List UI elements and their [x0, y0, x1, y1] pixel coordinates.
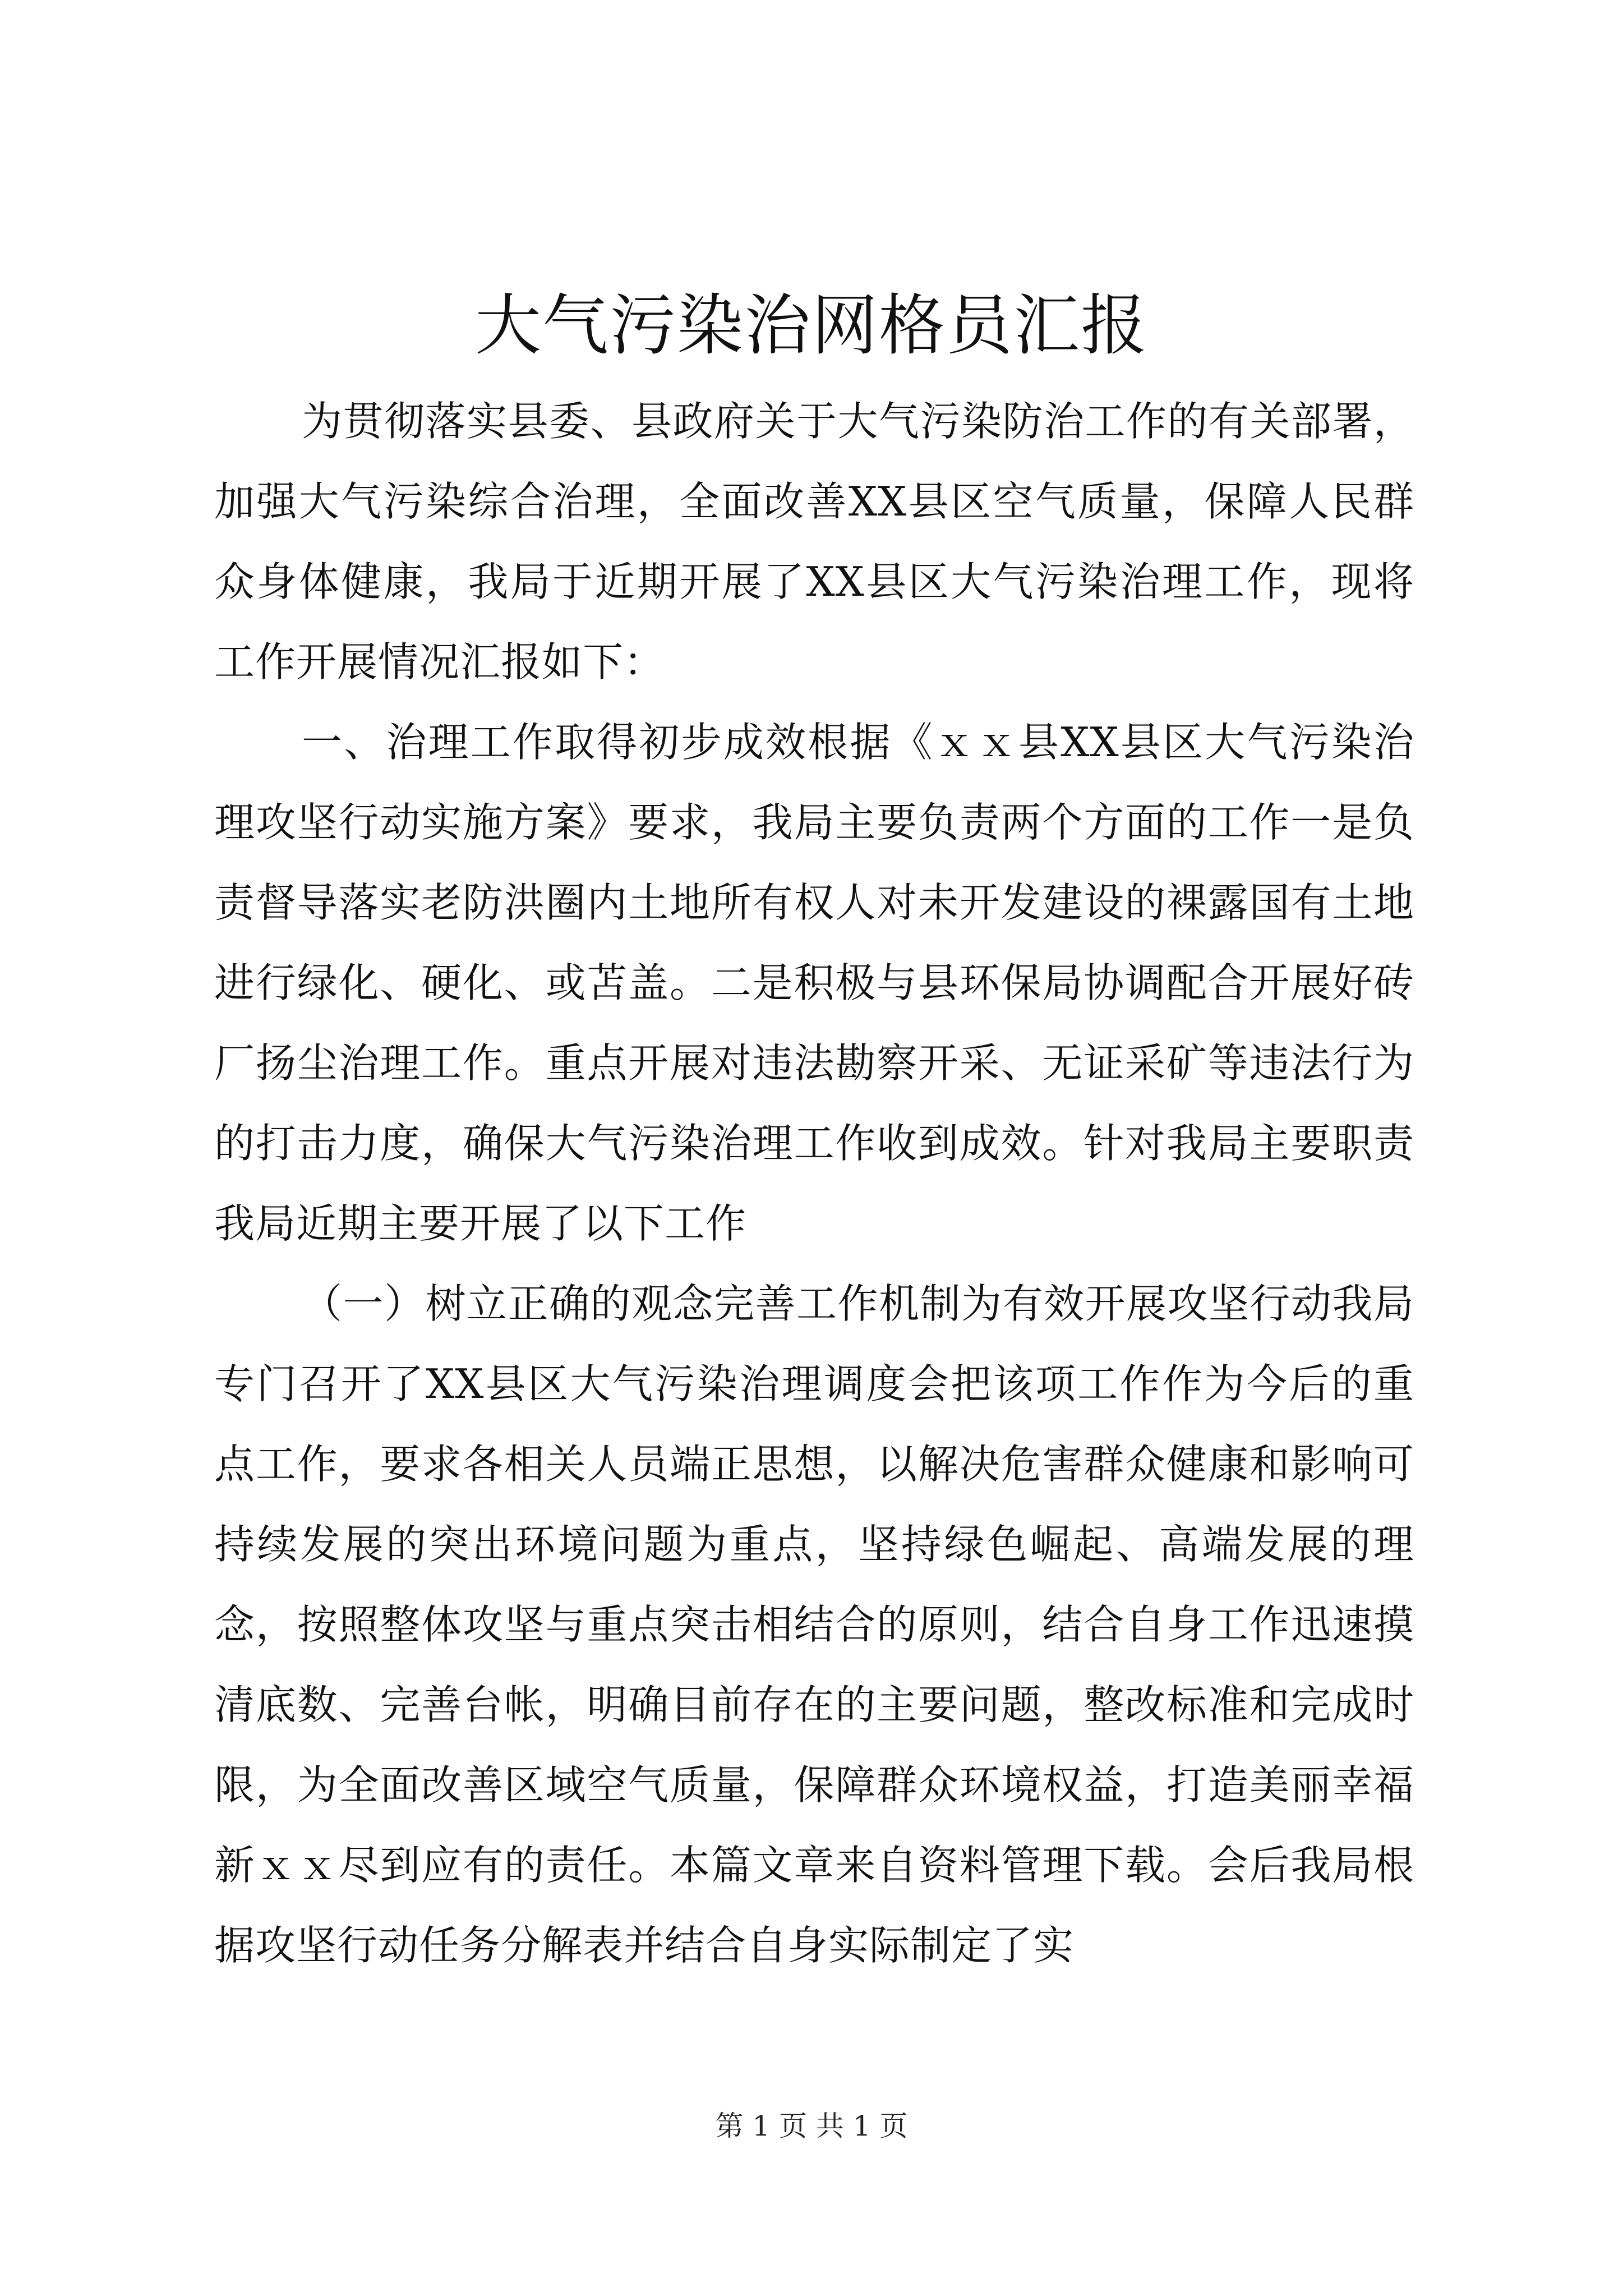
paragraph-subsection-1: （一）树立正确的观念完善工作机制为有效开展攻坚行动我局专门召开了XX县区大气污染治理调度会把该项工作作为今后的重点工作，要求各相关人员端正思想，以解决危害群众健康和影响可持续发展的突出环境问题为重点，坚持绿色崛起、高端发展的理念，按照整体攻坚与重点突击相结合的原则，结合自身工作迅速摸清底数、完善台帐，明确目前存在的主要问题，整改标准和完成时限，为全面改善区域空气质量，保障群众环境权益，打造美丽幸福新ｘｘ尽到应有的责任。本篇文章来自资料管理下载。会后我局根据攻坚行动任务分解表并结合自身实际制定了实: [214, 1280, 1414, 1969]
page-footer: 第 1 页 共 1 页: [715, 2110, 908, 2142]
paragraph-intro: 为贯彻落实县委、县政府关于大气污染防治工作的有关部署，加强大气污染综合治理，全面改善XX县区空气质量，保障人民群众身体健康，我局于近期开展了XX县区大气污染治理工作，现将工作开展情况汇报如下：: [214, 398, 1414, 685]
document-body: [214, 381, 1414, 1986]
paragraph-section-1: 一、治理工作取得初步成效根据《ｘｘ县XX县区大气污染治理攻坚行动实施方案》要求，我局主要负责两个方面的工作一是负责督导落实老防洪圈内土地所有权人对未开发建设的裸露国有土地进行绿化、硬化、或苫盖。二是积极与县环保局协调配合开展好砖厂扬尘治理工作。重点开展对违法勘察开采、无证采矿等违法行为的打击力度，确保大气污染治理工作收到成效。针对我局主要职责我局近期主要开展了以下工作: [214, 719, 1414, 1247]
document-title: 大气污染治网格员汇报: [474, 287, 1148, 364]
